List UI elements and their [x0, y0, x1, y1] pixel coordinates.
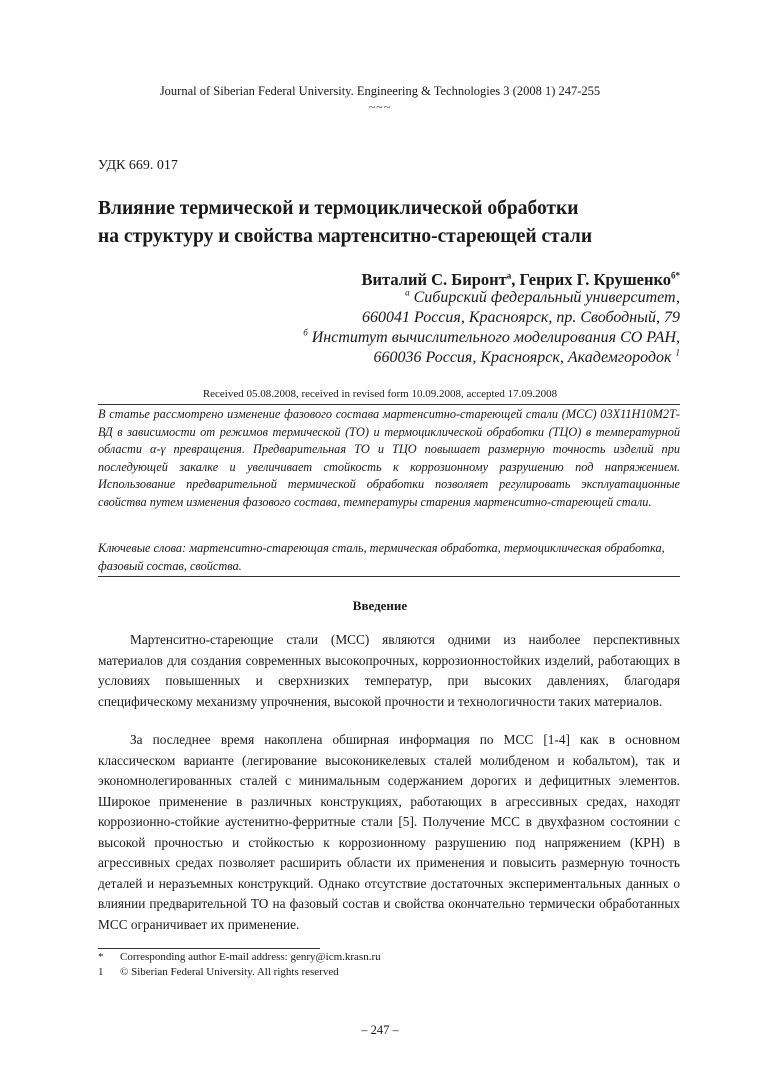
footnote-2-mark: 1 — [98, 966, 104, 978]
footnote-1 — [98, 950, 381, 964]
received-dates: Received 05.08.2008, received in revised form 10.09.2008, accepted 17.09.2008 — [202, 388, 558, 400]
footnote-2-text: © Siberian Federal University. All rights reserved — [120, 966, 339, 978]
affiliation-b-footnote-mark: 1 — [675, 347, 680, 358]
body-paragraph-2: За последнее время накоплена обширная информация по МСС [1-4] как в основном классическом варианте (легирование высоконикелевых сталей молибденом и кобальтом), так и экономнолегированных сталей с минимальным содержанием дорогих и дефицитных элементов. Широкое применение в различных конструкциях, работающих в агрессивных средах, находят коррозионно-стойкие аустенитно-ферритные стали [5]. Получение МСС в двухфазном состоянии с высокой прочностью и стойкостью к коррозионному разрушению под напряжением (КРН) в агрессивных средах позволяет расширить области их применения и повысить размерную точность деталей и неразъемных конструкций. Однако отсутствие достаточных экспериментальных данных о влиянии предварительной ТО на фазовый состав и свойства окончательно термически обработанных МСС ограничивает их применение. — [98, 732, 680, 932]
affiliation-b-line-2: 660036 Россия, Красноярск, Академгородок $^1$ — [373, 347, 680, 366]
footnote-1-mark: * — [98, 951, 104, 963]
body-paragraph-1: Мартенситно-стареющие стали (МСС) являются одними из наиболее перспективных материалов для создания современных высокопрочных, коррозионностойких изделий, работающих в условиях повышенных и сверхнизких температур, при высоких давлениях, благодаря специфическому механизму упрочнения, высокой прочности и технологичности таких материалов. — [98, 632, 680, 709]
journal-header: Journal of Siberian Federal University. Engineering & Technologies 3 (2008 1) 247-255 — [159, 84, 601, 98]
udk-code: УДК 669. 017 — [98, 158, 178, 173]
author-separator: , — [511, 270, 520, 289]
footnote-rule — [98, 948, 320, 949]
abstract: В статье рассмотрено изменение фазового состава мартенситно-стареющей стали (МСС) 03Х11Н10М2Т-ВД в зависимости от режимов термической (ТО) и термоциклической обработки (ТЦО) в температурной области α-γ превращения. Предварительная ТО и ТЦО повышает размерную точность изделий при последующей закалке и увеличивает стойкость к коррозионному разрушению под напряжением. Использование предварительной термической обработки позволяет регулировать эксплуатационные свойства путем изменения фазового состава, температуры старения мартенситно-стареющей стали. — [98, 407, 680, 509]
abstract-top-rule — [98, 404, 680, 405]
title-line-1: Влияние термической и термоциклической обработки — [98, 198, 579, 219]
author-1-mark: а — [506, 270, 512, 281]
author-2-mark: б* — [671, 270, 680, 281]
footnote-1-text: Corresponding author E-mail address: genry@icm.krasn.ru — [120, 951, 381, 963]
affiliation-b-mark: б — [303, 327, 308, 338]
section-heading-introduction: Введение — [352, 598, 408, 613]
affiliation-b-line-1: $^б$ Институт вычислительного моделирования СО РАН, — [303, 327, 680, 346]
title-line-2: на структуру и свойства мартенситно-стареющей стали — [98, 226, 593, 247]
abstract-bottom-rule — [98, 576, 680, 577]
page-number: – 247 – — [361, 1023, 399, 1037]
author-2: Генрих Г. Крушенко — [519, 270, 671, 289]
affiliations — [160, 288, 680, 368]
affiliation-a-line-2: 660041 Россия, Красноярск, пр. Свободный, 79 — [362, 309, 680, 326]
header-ornament: ~~~ — [368, 100, 392, 114]
footnote-2 — [98, 965, 339, 979]
paper-title — [98, 195, 698, 251]
author-1: Виталий С. Биронт — [361, 270, 507, 289]
keywords: Ключевые слова: мартенситно-стареющая сталь, термическая обработка, термоциклическая обработка, фазовый состав, свойства. — [98, 541, 665, 573]
affiliation-a-mark: а — [405, 287, 410, 298]
affiliation-a-line-1: $^а$ Сибирский федеральный университет, — [405, 287, 680, 306]
